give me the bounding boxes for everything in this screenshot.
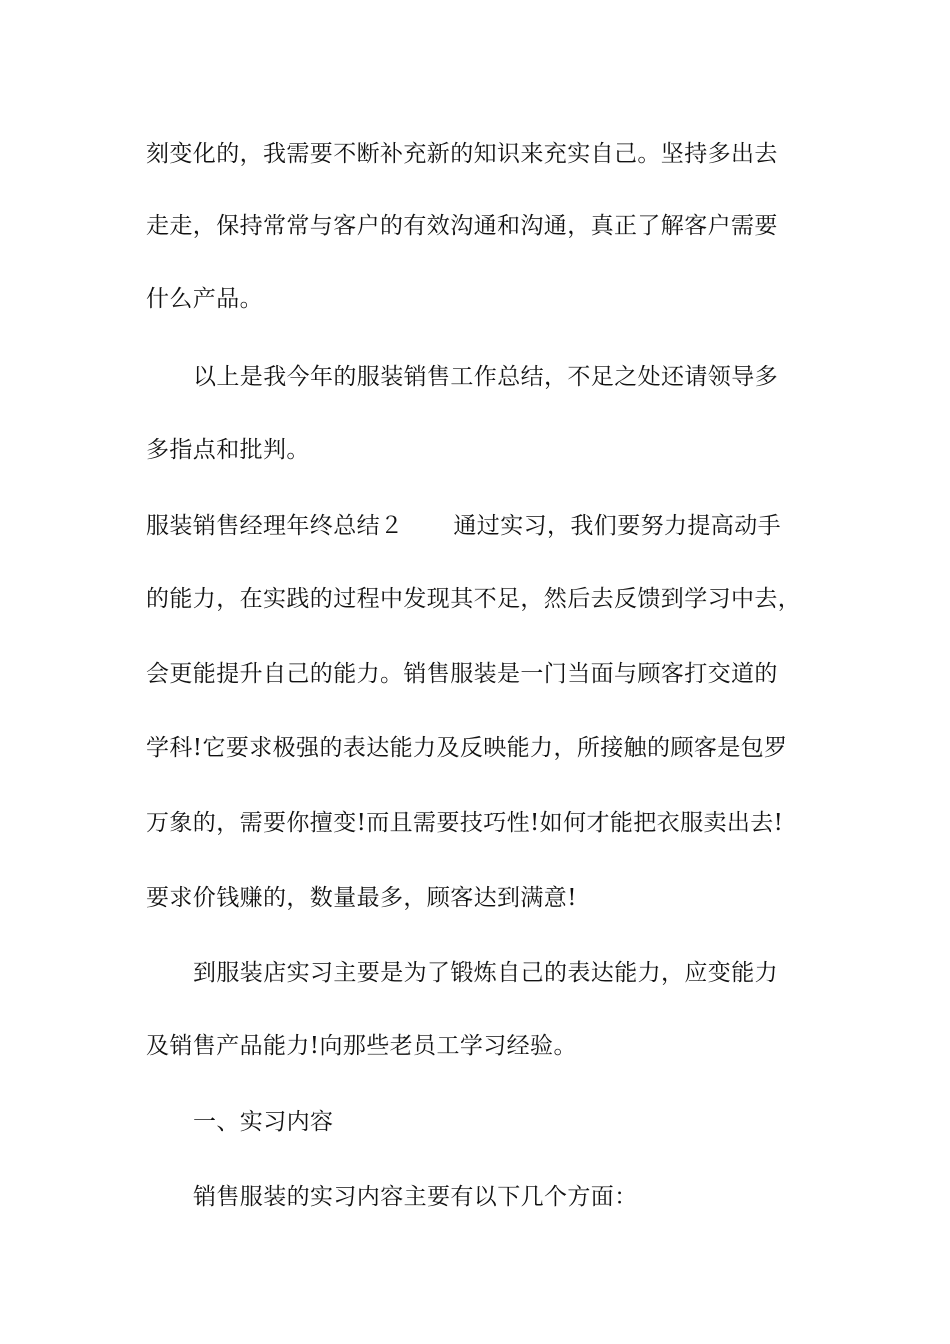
paragraph-line: 多指点和批判。	[146, 437, 310, 463]
paragraph-line: 学科!它要求极强的表达能力及反映能力，所接触的顾客是包罗	[146, 735, 788, 761]
subsection-heading: 一、实习内容	[193, 1109, 334, 1135]
paragraph-line: 万象的，需要你擅变!而且需要技巧性!如何才能把衣服卖出去!	[146, 810, 784, 836]
paragraph-line: 销售服装的实习内容主要有以下几个方面：	[193, 1184, 638, 1210]
section-heading: 服装销售经理年终总结２	[146, 513, 404, 539]
paragraph-line: 及销售产品能力!向那些老员工学习经验。	[146, 1033, 577, 1059]
paragraph-line: 会更能提升自己的能力。销售服装是一门当面与顾客打交道的	[146, 661, 778, 687]
paragraph-line: 以上是我今年的服装销售工作总结，不足之处还请领导多	[193, 364, 778, 390]
paragraph-line: 刻变化的，我需要不断补充新的知识来充实自己。坚持多出去	[146, 141, 778, 167]
paragraph-text: 通过实习，我们要努力提高动手	[453, 513, 782, 539]
paragraph-line: 什么产品。	[146, 286, 263, 312]
paragraph-line: 到服装店实习主要是为了锻炼自己的表达能力，应变能力	[193, 960, 778, 986]
paragraph-line: 的能力，在实践的过程中发现其不足，然后去反馈到学习中去，	[146, 586, 802, 612]
paragraph-line: 要求价钱赚的，数量最多，顾客达到满意!	[146, 885, 577, 911]
paragraph-line: 走走，保持常常与客户的有效沟通和沟通，真正了解客户需要	[146, 213, 778, 239]
section-heading-line	[146, 511, 846, 541]
